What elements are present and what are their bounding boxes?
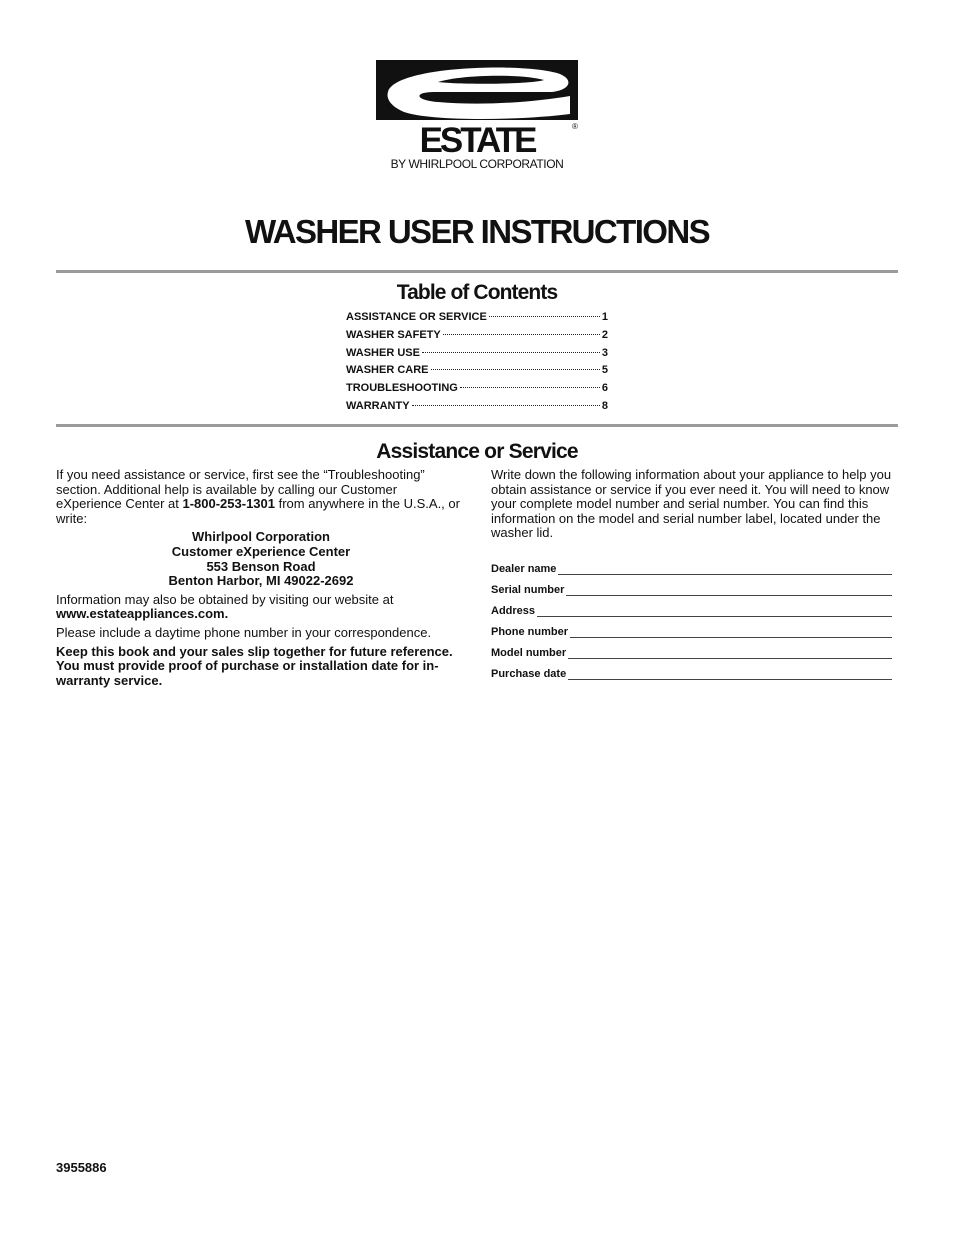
brand-subtitle: BY WHIRLPOOL CORPORATION [390, 157, 564, 171]
field-label: Address [491, 605, 536, 617]
toc-item[interactable] [346, 309, 608, 327]
assistance-left-column [56, 468, 466, 692]
toc-item[interactable] [346, 327, 608, 345]
page-title: WASHER USER INSTRUCTIONS [245, 213, 709, 250]
phone-number-field[interactable] [570, 625, 892, 638]
appliance-info-form [491, 554, 892, 680]
table-of-contents [346, 309, 608, 416]
estate-logo [374, 58, 580, 174]
toc-item-page: 2 [601, 328, 608, 341]
brand-wordmark: ESTATE [419, 121, 535, 158]
toc-item-page: 8 [601, 399, 608, 412]
toc-item[interactable] [346, 398, 608, 416]
toc-item[interactable] [346, 362, 608, 380]
toc-item-label: TROUBLESHOOTING [346, 382, 458, 395]
assistance-right-column [491, 468, 897, 541]
toc-item[interactable] [346, 380, 608, 398]
toc-item-label: WARRANTY [346, 399, 410, 412]
field-label: Phone number [491, 626, 569, 638]
toc-item-label: WASHER USE [346, 346, 420, 359]
phone-number: 1-800-253-1301 [182, 496, 275, 512]
form-row [491, 596, 892, 617]
assistance-intro: If you need assistance or service, first see the “Troubleshooting” section. Additional help is available by calling our Customer eXperience Center at 1-800-253-1301 from anywhere in the U.S.A., or write: [56, 467, 460, 526]
toc-item-page: 1 [601, 311, 608, 323]
model-number-field[interactable] [568, 646, 892, 659]
record-info-intro: Write down the following information about your appliance to help you obtain assistance or service if you ever need it. You will need to know your complete model number and serial number. You can find this information on the model and serial number label, located under the washer lid. [491, 467, 892, 541]
toc-title: Table of Contents [396, 281, 558, 304]
dealer-name-field[interactable] [558, 562, 892, 575]
form-row [491, 638, 892, 659]
field-label: Purchase date [491, 668, 567, 680]
toc-item-label: ASSISTANCE OR SERVICE [346, 311, 487, 323]
field-label: Model number [491, 647, 567, 659]
toc-item-label: WASHER SAFETY [346, 328, 441, 341]
keep-note: Keep this book and your sales slip together for future reference. You must provide proof of purchase or installation date for in-warranty service. [56, 643, 453, 688]
toc-item-page: 5 [601, 364, 608, 377]
website-info: Information may also be obtained by visiting our website at www.estateappliances.com. [56, 591, 394, 622]
field-label: Dealer name [491, 563, 557, 575]
toc-item-page: 3 [601, 346, 608, 359]
toc-item-page: 6 [601, 382, 608, 395]
phone-note: Please include a daytime phone number in your correspondence. [56, 624, 432, 640]
field-label: Serial number [491, 584, 565, 596]
mailing-address: Whirlpool Corporation Customer eXperience Center 553 Benson Road Benton Harbor, MI 49022-2692 [168, 529, 354, 589]
serial-number-field[interactable] [566, 583, 892, 596]
document-number: 3955886 [56, 1160, 107, 1175]
section-title: Assistance or Service [376, 440, 578, 463]
form-row [491, 617, 892, 638]
website-link[interactable]: www.estateappliances.com. [56, 606, 229, 622]
purchase-date-field[interactable] [568, 667, 892, 680]
form-row [491, 575, 892, 596]
address-field[interactable] [537, 604, 892, 617]
estate-logo-mark [374, 58, 580, 158]
divider-middle [56, 424, 898, 427]
svg-text:®: ® [572, 122, 578, 131]
form-row [491, 659, 892, 680]
toc-item[interactable] [346, 345, 608, 363]
divider-top [56, 270, 898, 273]
toc-item-label: WASHER CARE [346, 364, 429, 377]
form-row [491, 554, 892, 575]
